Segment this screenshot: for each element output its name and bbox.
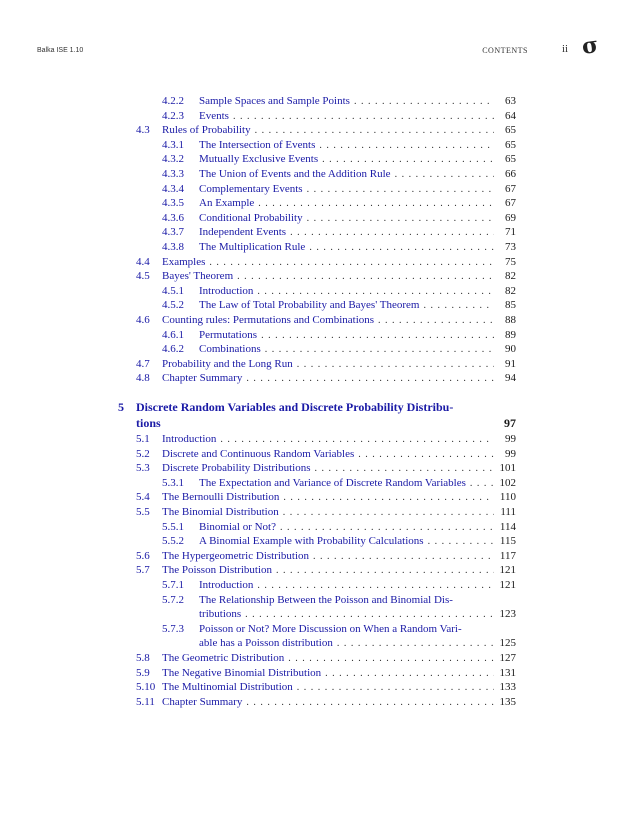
- toc-entry-title[interactable]: able has a Poisson distribution: [199, 637, 333, 650]
- toc-entry-row[interactable]: [136, 357, 516, 371]
- toc-entry-row[interactable]: [136, 371, 516, 385]
- sigma-logo-icon: σ: [580, 31, 600, 61]
- toc-entry-title[interactable]: Examples: [162, 255, 206, 268]
- toc-entry-number: 5.11: [136, 695, 155, 708]
- toc-leader-dots: [307, 212, 494, 226]
- toc-page-number: 88: [505, 314, 516, 326]
- toc-entry-number: 5.3.1: [162, 476, 184, 489]
- toc-entry-row[interactable]: [162, 520, 516, 534]
- toc-leader-dots: [313, 550, 494, 564]
- toc-entry-title[interactable]: Permutations: [199, 328, 258, 341]
- toc-entry-title[interactable]: Conditional Probability: [199, 211, 303, 224]
- toc-entry-title[interactable]: Discrete Probability Distributions: [162, 462, 311, 475]
- toc-entry-number: 4.3.5: [162, 197, 184, 210]
- toc-entry-number: 5.3: [136, 462, 150, 475]
- toc-entry-row[interactable]: [162, 152, 516, 166]
- toc-leader-dots: [283, 491, 494, 505]
- toc-leader-dots: [288, 652, 494, 666]
- toc-page-number: 89: [505, 328, 516, 341]
- running-header-left: Balka ISE 1.10: [37, 47, 84, 54]
- toc-entry-row[interactable]: [136, 680, 516, 694]
- toc-page-number: 94: [505, 372, 516, 385]
- toc-entry-number: 4.4: [136, 255, 150, 268]
- toc-leader-dots: [307, 183, 494, 197]
- toc-entry-number: 4.3.2: [162, 153, 184, 166]
- toc-entry-title[interactable]: The Relationship Between the Poisson and Binomial Dis-: [199, 593, 453, 606]
- toc-entry-row[interactable]: [136, 549, 516, 563]
- toc-entry-title[interactable]: Complementary Events: [199, 182, 303, 195]
- toc-entry-title[interactable]: Events: [199, 109, 229, 122]
- toc-page-number: 123: [499, 608, 516, 621]
- toc-leader-dots: [309, 241, 494, 255]
- toc-chapter-row[interactable]: [118, 400, 516, 414]
- toc-entry-title[interactable]: Probability and the Long Run: [162, 357, 293, 370]
- toc-entry-row[interactable]: [162, 240, 516, 254]
- toc-entry-number: 5.5.2: [162, 535, 184, 548]
- toc-page-number: 91: [505, 357, 516, 370]
- toc-page-number: 90: [505, 343, 516, 356]
- toc-leader-dots: [423, 299, 494, 313]
- toc-entry-number: 4.6: [136, 314, 150, 326]
- toc-entry-row[interactable]: [136, 490, 516, 504]
- toc-page-number: 65: [505, 153, 516, 166]
- toc-entry-title[interactable]: The Multinomial Distribution: [162, 681, 293, 694]
- toc-entry-title[interactable]: An Example: [199, 197, 255, 210]
- toc-entry-title[interactable]: The Geometric Distribution: [162, 652, 285, 664]
- toc-entry-row[interactable]: [162, 622, 516, 636]
- toc-entry-number: 4.5.1: [162, 284, 184, 297]
- toc-entry-row[interactable]: [136, 666, 516, 680]
- toc-entry-row[interactable]: [162, 182, 516, 196]
- toc-entry-row[interactable]: [136, 505, 516, 519]
- toc-leader-dots: [237, 270, 494, 284]
- toc-entry-title[interactable]: tributions: [199, 608, 242, 621]
- toc-entry-row[interactable]: [136, 313, 516, 327]
- toc-leader-dots: [257, 579, 494, 593]
- toc-entry-title[interactable]: The Hypergeometric Distribution: [162, 549, 310, 562]
- toc-page-number: 117: [499, 549, 516, 562]
- toc-page-number: 64: [505, 109, 516, 122]
- toc-entry-number: 4.6.2: [162, 343, 184, 356]
- toc-entry-number: 4.7: [136, 357, 150, 370]
- toc-entry-title[interactable]: Combinations: [199, 343, 261, 356]
- page-number: ii: [562, 43, 569, 55]
- toc-page-number: 114: [499, 520, 516, 533]
- toc-entry-row[interactable]: [162, 284, 516, 298]
- toc-entry-number: 5.10: [136, 681, 156, 694]
- toc-page-number: 63: [505, 95, 516, 107]
- toc-leader-dots: [395, 168, 494, 182]
- toc-page-number: 125: [499, 637, 516, 650]
- toc-entry-row[interactable]: [136, 432, 516, 446]
- toc-leader-dots: [322, 153, 494, 167]
- toc-page-number: 82: [505, 270, 516, 283]
- toc-entry-row[interactable]: [162, 328, 516, 342]
- toc-entry-number: 4.8: [136, 372, 150, 385]
- toc-entry-title[interactable]: Mutually Exclusive Events: [199, 153, 319, 166]
- toc-leader-dots: [470, 477, 494, 491]
- toc-entry-number: 4.3.7: [162, 226, 184, 239]
- toc-entry-title[interactable]: The Negative Binomial Distribution: [162, 666, 322, 679]
- toc-leader-dots: [283, 506, 494, 520]
- toc-entry-title[interactable]: Introduction: [199, 284, 254, 297]
- toc-page-number: 131: [499, 666, 516, 679]
- toc-entry-row[interactable]: [162, 138, 516, 152]
- toc-leader-dots: [265, 343, 494, 357]
- toc-entry-title[interactable]: tions: [136, 416, 161, 430]
- toc-entry-number: 5.5: [136, 506, 150, 518]
- toc-entry-row[interactable]: [162, 167, 516, 181]
- toc-entry-title[interactable]: Bayes' Theorem: [162, 270, 234, 283]
- toc-entry-row[interactable]: [136, 123, 516, 137]
- toc-page-number: 135: [499, 695, 516, 708]
- toc-entry-title[interactable]: Independent Events: [199, 226, 287, 239]
- toc-entry-row[interactable]: [162, 593, 516, 607]
- toc-leader-dots: [337, 637, 494, 651]
- toc-page-number: 75: [505, 255, 516, 268]
- toc-page-number: 69: [505, 211, 516, 224]
- toc-entry-number: 4.2.2: [162, 95, 184, 107]
- toc-entry-row[interactable]: [162, 342, 516, 356]
- toc-entry-number: 5.7.2: [162, 593, 184, 606]
- toc-entry-title[interactable]: Rules of Probability: [162, 124, 251, 137]
- toc-entry-row[interactable]: [162, 109, 516, 123]
- toc-entry-title[interactable]: Binomial or Not?: [199, 520, 276, 533]
- toc-leader-dots: [325, 667, 494, 681]
- toc-entry-row[interactable]: [162, 298, 516, 312]
- toc-page-number: 99: [505, 433, 516, 445]
- toc-entry-title[interactable]: Discrete and Continuous Random Variables: [162, 447, 355, 460]
- toc-entry-row[interactable]: [136, 447, 516, 461]
- toc-entry-title[interactable]: Discrete Random Variables and Discrete Probability Distribu-: [136, 400, 454, 414]
- toc-entry-number: 5.5.1: [162, 520, 184, 533]
- toc-leader-dots: [255, 124, 494, 138]
- running-header-title: CONTENTS: [482, 46, 528, 55]
- toc-entry-row[interactable]: [136, 563, 516, 577]
- toc-page-number: 127: [499, 652, 516, 664]
- toc-entry-title[interactable]: The Bernoulli Distribution: [162, 491, 280, 504]
- toc-leader-dots: [314, 462, 494, 476]
- toc-leader-dots: [246, 372, 494, 386]
- toc-entry-title[interactable]: Introduction: [162, 433, 217, 445]
- toc-entry-title[interactable]: The Intersection of Events: [199, 138, 316, 151]
- toc-leader-dots: [319, 139, 494, 153]
- toc-leader-dots: [276, 564, 494, 578]
- toc-entry-number: 4.3.3: [162, 168, 184, 180]
- toc-entry-row[interactable]: [162, 476, 516, 490]
- toc-entry-number: 4.5.2: [162, 299, 184, 312]
- toc-leader-dots: [358, 448, 494, 462]
- toc-entry-title[interactable]: Introduction: [199, 579, 254, 591]
- toc-entry-title[interactable]: The Expectation and Variance of Discrete Random Variables: [199, 476, 466, 489]
- toc-entry-row[interactable]: [136, 695, 516, 709]
- toc-leader-dots: [257, 285, 494, 299]
- toc-entry-row[interactable]: [162, 578, 516, 592]
- toc-entry-number: 4.3.4: [162, 182, 184, 195]
- toc-leader-dots: [245, 608, 494, 622]
- toc-leader-dots: [258, 197, 494, 211]
- toc-leader-dots: [246, 696, 494, 710]
- toc-page-number: 101: [499, 462, 516, 475]
- toc-entry-number: 5.6: [136, 549, 150, 562]
- toc-page-number: 111: [500, 506, 516, 518]
- toc-entry-number: 5.1: [136, 433, 150, 445]
- toc-page-number: 121: [499, 564, 516, 577]
- toc-page-number: 67: [505, 197, 516, 210]
- toc-entry-title[interactable]: Chapter Summary: [162, 372, 243, 385]
- toc-leader-dots: [209, 256, 494, 270]
- toc-entry-row[interactable]: [136, 461, 516, 475]
- toc-page-number: 82: [505, 284, 516, 297]
- toc-entry-title[interactable]: Sample Spaces and Sample Points: [199, 95, 350, 107]
- toc-entry-title[interactable]: The Union of Events and the Addition Rule: [199, 168, 391, 180]
- toc-entry-row[interactable]: [162, 196, 516, 210]
- toc-entry-number: 4.2.3: [162, 109, 184, 122]
- toc-entry-title[interactable]: Chapter Summary: [162, 695, 243, 708]
- toc-page-number: 71: [505, 226, 516, 239]
- toc-entry-title[interactable]: A Binomial Example with Probability Calculations: [199, 535, 424, 548]
- toc-entry-number: 5.2: [136, 447, 150, 460]
- toc-entry-number: 5.9: [136, 666, 150, 679]
- toc-page-number: 99: [505, 447, 516, 460]
- toc-entry-title[interactable]: Counting rules: Permutations and Combinations: [162, 314, 375, 326]
- toc-entry-number: 4.3.8: [162, 241, 184, 253]
- toc-entry-title[interactable]: The Binomial Distribution: [162, 506, 279, 518]
- toc-entry-number: 4.5: [136, 270, 150, 283]
- toc-page-number: 73: [505, 241, 516, 253]
- toc-page-number: 115: [499, 535, 516, 548]
- toc-page-number: 110: [499, 491, 516, 504]
- toc-entry-row[interactable]: [162, 94, 516, 108]
- toc-leader-dots: [280, 521, 494, 535]
- toc-entry-row[interactable]: [136, 269, 516, 283]
- toc-entry-number: 4.6.1: [162, 328, 184, 341]
- toc-page-number: 121: [499, 579, 516, 591]
- toc-page-number: 133: [499, 681, 516, 694]
- toc-page-number: 102: [499, 476, 516, 489]
- toc-entry-row[interactable]: [162, 211, 516, 225]
- toc-leader-dots: [297, 681, 494, 695]
- toc-entry-row[interactable]: [136, 255, 516, 269]
- toc-entry-number: 5: [118, 400, 124, 414]
- toc-page-number: 65: [505, 124, 516, 137]
- toc-entry-title[interactable]: The Multiplication Rule: [199, 241, 306, 253]
- toc-entry-row[interactable]: [136, 651, 516, 665]
- toc-entry-number: 5.7: [136, 564, 150, 577]
- toc-entry-number: 4.3.1: [162, 138, 184, 151]
- toc-entry-title[interactable]: Poisson or Not? More Discussion on When a Random Vari-: [199, 622, 462, 635]
- toc-leader-dots: [290, 226, 494, 240]
- toc-entry-number: 4.3: [136, 124, 150, 137]
- toc-entry-title[interactable]: The Law of Total Probability and Bayes' Theorem: [199, 299, 420, 312]
- toc-page-number: 67: [505, 182, 516, 195]
- toc-entry-number: 5.8: [136, 652, 150, 664]
- toc-entry-number: 5.7.1: [162, 579, 184, 591]
- toc-page-number: 65: [505, 138, 516, 151]
- toc-leader-dots: [261, 329, 494, 343]
- toc-entry-number: 5.4: [136, 491, 150, 504]
- toc-page-number: 85: [505, 299, 516, 312]
- toc-entry-title[interactable]: The Poisson Distribution: [162, 564, 273, 577]
- toc-entry-number: 4.3.6: [162, 211, 184, 224]
- toc-entry-row[interactable]: [162, 636, 516, 650]
- toc-leader-dots: [428, 535, 494, 549]
- toc-entry-row[interactable]: [162, 225, 516, 239]
- toc-chapter-row[interactable]: [118, 416, 516, 430]
- toc-leader-dots: [297, 358, 494, 372]
- toc-leader-dots: [378, 314, 494, 328]
- toc-leader-dots: [220, 433, 494, 447]
- toc-leader-dots: [233, 110, 494, 124]
- toc-leader-dots: [354, 95, 494, 109]
- toc-entry-number: 5.7.3: [162, 622, 184, 635]
- toc-entry-row[interactable]: [162, 534, 516, 548]
- toc-page-number: 97: [504, 416, 516, 430]
- toc-entry-row[interactable]: [162, 607, 516, 621]
- toc-page-number: 66: [505, 168, 516, 180]
